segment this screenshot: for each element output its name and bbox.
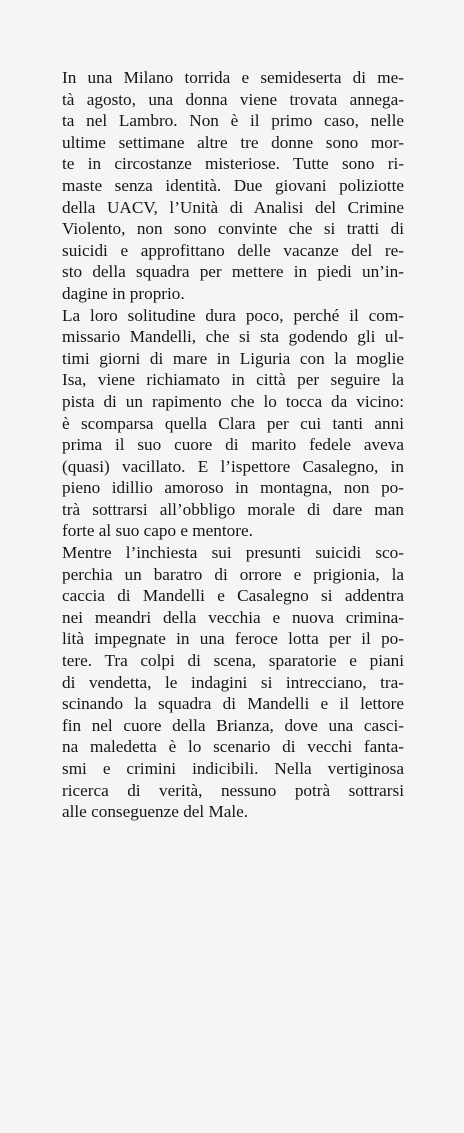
text-line: perchia un baratro di orrore e prigionia, la	[62, 564, 404, 584]
text-line: In una Milano torrida e semideserta di me-	[62, 68, 404, 87]
synopsis-text	[62, 67, 404, 823]
text-line: ricerca di verità, nessuno potrà sottrarsi	[62, 780, 404, 800]
text-line: prima il suo cuore di marito fedele aveva	[62, 435, 404, 455]
text-line: timi giorni di mare in Liguria con la moglie	[62, 348, 404, 368]
text-line: alle conseguenze del Male.	[62, 802, 249, 822]
text-line: te in circostanze misteriose. Tutte sono ri-	[62, 154, 404, 174]
text-line: ultime settimane altre tre donne sono mor-	[62, 132, 404, 152]
text-line: na maledetta è lo scenario di vecchi fanta-	[62, 737, 404, 757]
text-line: ta nel Lambro. Non è il primo caso, nelle	[62, 111, 404, 131]
paragraph-3	[62, 542, 404, 823]
text-line: di vendetta, le indagini si intrecciano, tra-	[62, 672, 404, 692]
text-line: suicidi e approfittano delle vacanze del re-	[62, 240, 404, 260]
text-line: Violento, non sono convinte che si tratti di	[62, 219, 404, 239]
text-line: dagine in proprio.	[62, 283, 185, 303]
text-line: della UACV, l’Unità di Analisi del Crimine	[62, 197, 404, 217]
text-line: Mentre l’inchiesta sui presunti suicidi sco-	[62, 543, 404, 563]
paragraph-2	[62, 305, 404, 543]
text-line: maste senza identità. Due giovani poliziotte	[62, 175, 404, 195]
text-line: Isa, viene richiamato in città per seguire la	[62, 370, 404, 390]
text-line: trà sottrarsi all’obbligo morale di dare man	[62, 499, 404, 519]
text-line: è scomparsa quella Clara per cui tanti anni	[62, 413, 404, 433]
text-line: pieno idillio amoroso in montagna, non po-	[62, 478, 404, 498]
text-line: pista di un rapimento che lo tocca da vicino:	[62, 391, 404, 411]
text-line: smi e crimini indicibili. Nella vertiginosa	[62, 759, 404, 778]
paragraph-1	[62, 67, 404, 305]
text-line: tà agosto, una donna viene trovata annega-	[62, 89, 404, 109]
text-line: La loro solitudine dura poco, perché il com-	[62, 305, 404, 325]
text-line: forte al suo capo e mentore.	[62, 521, 253, 541]
text-line: lità impegnate in una feroce lotta per il po-	[62, 629, 404, 649]
text-line: fin nel cuore della Brianza, dove una casci-	[62, 715, 404, 735]
text-line: tere. Tra colpi di scena, sparatorie e piani	[62, 651, 404, 671]
text-line: sto della squadra per mettere in piedi un’in-	[62, 262, 404, 282]
text-line: (quasi) vacillato. E l’ispettore Casalegno, in	[62, 456, 404, 476]
text-line: nei meandri della vecchia e nuova crimina-	[62, 607, 404, 627]
text-line: missario Mandelli, che si sta godendo gli ul-	[62, 327, 404, 347]
text-line: caccia di Mandelli e Casalegno si addentra	[62, 586, 404, 606]
text-line: scinando la squadra di Mandelli e il lettore	[62, 694, 404, 714]
